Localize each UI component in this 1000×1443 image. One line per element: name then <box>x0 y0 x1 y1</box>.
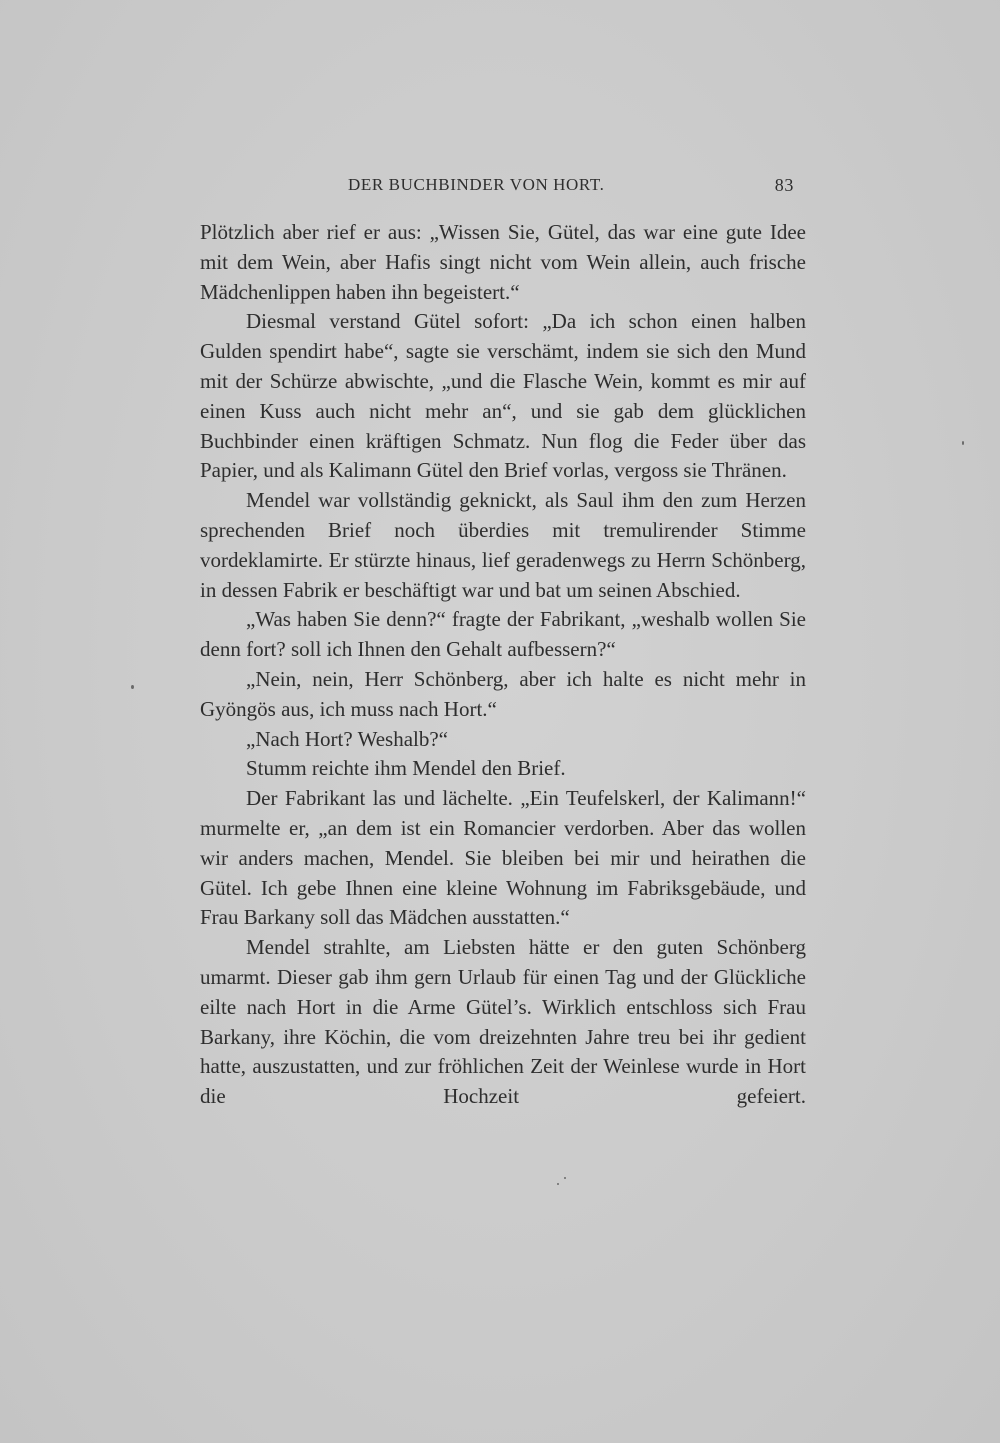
paragraph: „Nein, nein, Herr Schönberg, aber ich halte es nicht mehr in Gyöngös aus, ich muss nach Hort.“ <box>200 666 806 721</box>
paper-speck <box>131 685 134 689</box>
paper-speck <box>557 1183 559 1185</box>
paper-speck <box>564 1177 566 1179</box>
paragraph: Mendel strahlte, am Liebsten hätte er den guten Schönberg umarmt. Dieser gab ihm gern Urlaub für einen Tag und der Glückliche eilte nach Hort in die Arme Gütel’s. Wirklich entschloss sich Frau Barkany, ihre Köchin, die vom dreizehnten Jahre treu bei ihr gedient hatte, auszustatten, und zur fröhlichen Zeit der Weinlese wurde in Hort die Hochzeit gefeiert. <box>200 935 806 1109</box>
body-text <box>200 218 806 1112</box>
paragraph: Stumm reichte ihm Mendel den Brief. <box>246 756 566 781</box>
paragraph: Plötzlich aber rief er aus: „Wissen Sie, Gütel, das war eine gute Idee mit dem Wein, aber Hafis singt nicht vom Wein allein, auch frische Mädchenlippen haben ihn begeistert.“ <box>200 220 806 304</box>
paragraph: „Nach Hort? Weshalb?“ <box>246 726 448 751</box>
running-head <box>200 175 800 199</box>
page-number: 83 <box>774 175 794 195</box>
paragraph: Mendel war vollständig geknickt, als Saul ihm den zum Herzen sprechenden Brief noch überdies mit tremulirender Stimme vordeklamirte. Er stürzte hinaus, lief geradenwegs zu Herrn Schönberg, in dessen Fabrik er beschäftigt war und bat um seinen Abschied. <box>200 488 806 602</box>
paper-speck <box>962 441 964 445</box>
paragraph: Diesmal verstand Gütel sofort: „Da ich schon einen halben Gulden spendirt habe“, sagte sie verschämt, indem sie sich den Mund mit der Schürze abwischte, „und die Flasche Wein, kommt es mir auf einen Kuss auch nicht mehr an“, und sie gab dem glücklichen Buchbinder einen kräftigen Schmatz. Nun flog die Feder über das Papier, und als Kalimann Gütel den Brief vorlas, vergoss sie Thränen. <box>200 309 806 483</box>
running-title: DER BUCHBINDER VON HORT. <box>348 175 605 194</box>
paragraph: Der Fabrikant las und lächelte. „Ein Teufelskerl, der Kalimann!“ murmelte er, „an dem ist ein Romancier verdorben. Aber das wollen wir anders machen, Mendel. Sie bleiben bei mir und heirathen die Gütel. Ich gebe Ihnen eine kleine Wohnung im Fabriksgebäude, und Frau Barkany soll das Mädchen ausstatten.“ <box>200 786 806 930</box>
paragraph: „Was haben Sie denn?“ fragte der Fabrikant, „weshalb wollen Sie denn fort? soll ich Ihnen den Gehalt aufbessern?“ <box>200 607 806 662</box>
